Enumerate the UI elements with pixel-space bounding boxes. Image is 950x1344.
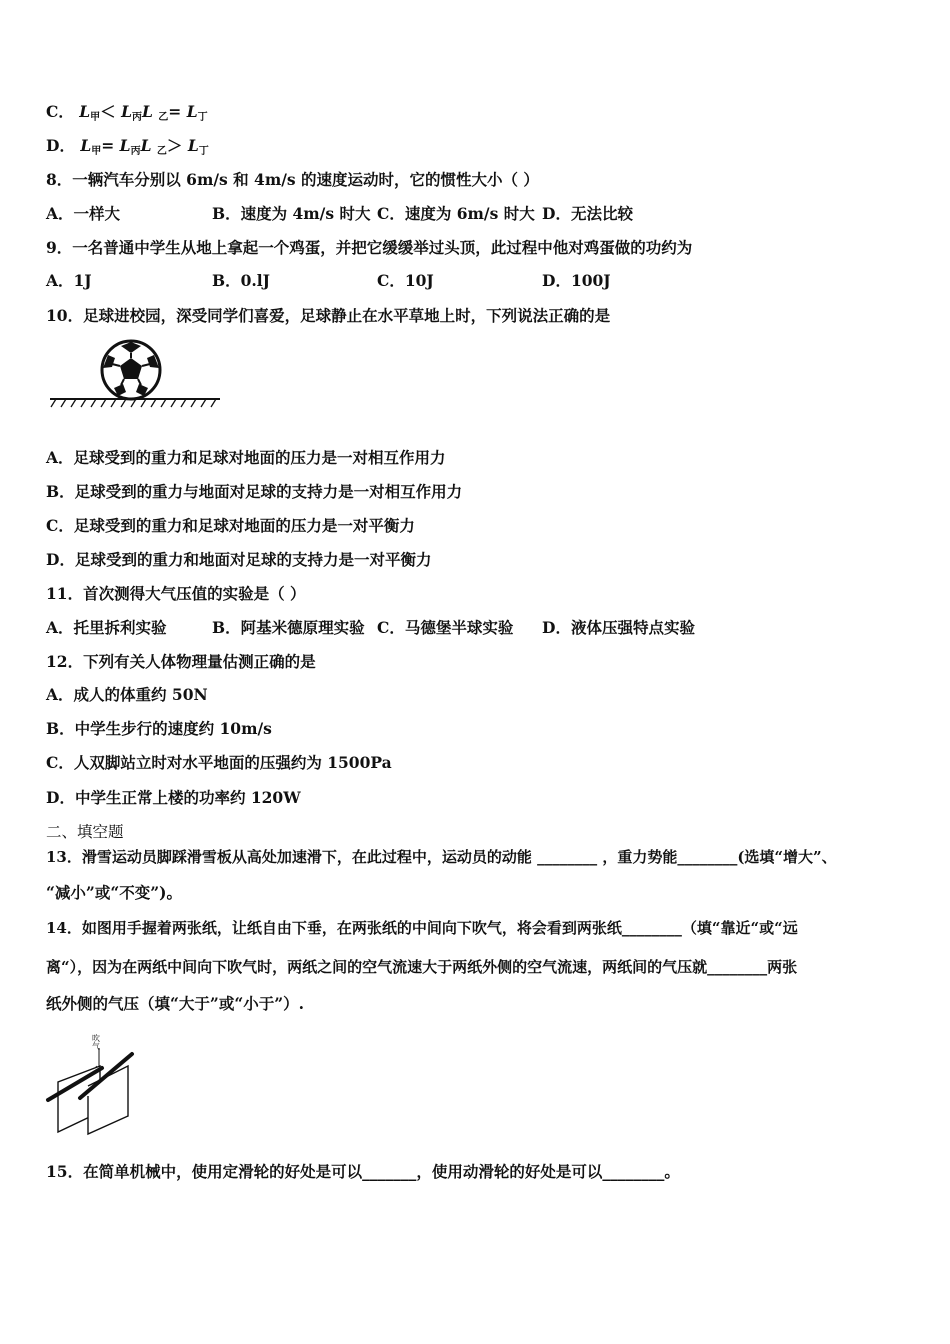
q12-option-b: B．中学生步行的速度约 10m/s [46,719,272,738]
q12-option-c: C．人双脚站立时对水平地面的压强约为 1500Pa [46,753,392,772]
q12-option-d: D．中学生正常上楼的功率约 120W [46,788,301,807]
q8-option-c: C．速度为 6m/s 时大 [377,204,535,223]
q9-option-b: B．0.lJ [212,271,271,290]
q10-option-a: A．足球受到的重力和足球对地面的压力是一对相互作用力 [46,448,446,467]
q8-option-b: B．速度为 4m/s 时大 [212,204,371,223]
q8-option-d: D．无法比较 [542,204,633,223]
q13-line2: “减小”或“不变”)。 [46,883,182,902]
q11-option-a: A．托里拆利实验 [46,618,167,637]
option-c-prev: C． $L_甲< L_丙L$ $_乙= L_丁$ [46,102,208,123]
ground-hatch [50,399,220,407]
q14-line2: 离“），因为在两纸中间向下吹气时，两纸之间的空气流速大于两纸外侧的空气流速，两纸间的气压就________两张 [46,958,798,976]
q9-option-c: C．10J [377,271,434,290]
q14-line1: 14．如图用手握着两张纸，让纸自由下垂，在两张纸的中间向下吹气，将会看到两张纸________（填“靠近“或“远 [46,919,798,937]
q10-option-c: C．足球受到的重力和足球对地面的压力是一对平衡力 [46,516,415,535]
q10-stem: 10．足球进校园，深受同学们喜爱，足球静止在水平草地上时，下列说法正确的是 [46,306,611,325]
option-d-prev: D． $L_甲= L_丙L$ $_乙> L_丁$ [46,136,209,157]
q12-option-a: A．成人的体重约 50N [46,685,208,704]
q8-stem: 8．一辆汽车分别以 6m/s 和 4m/s 的速度运动时，它的惯性大小（ ） [46,170,539,189]
paper-sheets [48,1054,132,1134]
q11-option-d: D．液体压强特点实验 [542,618,695,637]
q11-stem: 11．首次测得大气压值的实验是（ ） [46,584,306,603]
two-papers-figure [42,1022,142,1137]
blow-label: 吹气 [91,1034,101,1050]
q13-line1: 13．滑雪运动员脚踩滑雪板从高处加速滑下，在此过程中，运动员的动能 ________ ，重力势能________(选填“增大”、 [46,848,837,866]
q15-stem: 15．在简单机械中，使用定滑轮的好处是可以_______，使用动滑轮的好处是可以________。 [46,1162,680,1181]
q12-stem: 12．下列有关人体物理量估测正确的是 [46,652,316,671]
football-on-ground-figure [46,336,226,416]
football-icon [102,341,160,399]
q11-option-c: C．马德堡半球实验 [377,618,514,637]
q9-stem: 9．一名普通中学生从地上拿起一个鸡蛋，并把它缓缓举过头顶，此过程中他对鸡蛋做的功约为 [46,238,693,257]
q14-line3: 纸外侧的气压（填“大于”或“小于”）. [46,994,305,1013]
q10-option-d: D．足球受到的重力和地面对足球的支持力是一对平衡力 [46,550,432,569]
q11-option-b: B．阿基米德原理实验 [212,618,365,637]
q9-option-d: D．100J [542,271,611,290]
section-title: 二、填空题 [46,823,124,841]
q8-option-a: A．一样大 [46,204,121,223]
q10-option-b: B．足球受到的重力与地面对足球的支持力是一对相互作用力 [46,482,463,501]
q9-option-a: A．1J [46,271,92,290]
